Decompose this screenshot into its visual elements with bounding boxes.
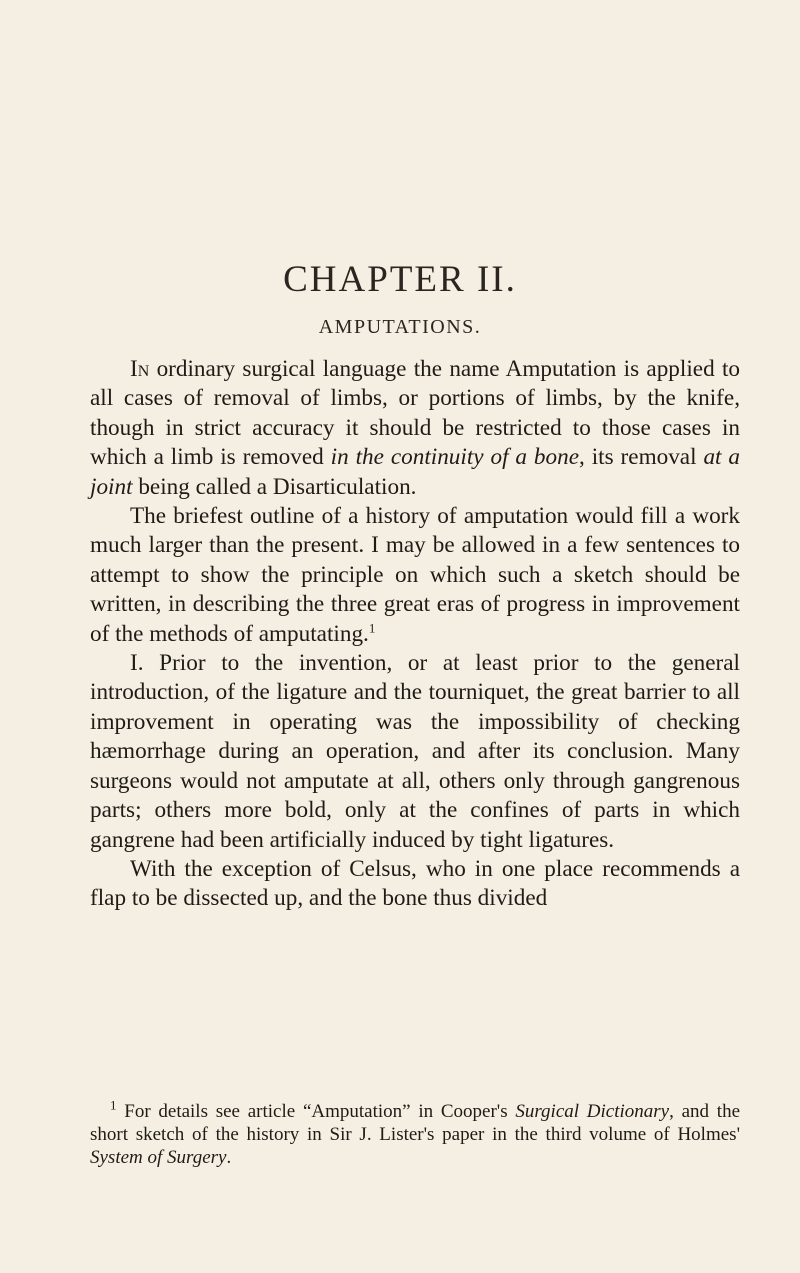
paragraph-1-text-c: being called a Disarticulation. <box>132 473 417 500</box>
footnote-italic-dictionary: Surgical Dictionary <box>515 1101 670 1122</box>
section-title: AMPUTATIONS. <box>318 316 482 338</box>
paragraph-4-text: With the exception of Celsus, who in one place recommends a flap to be dissected up, and the bone thus divided <box>90 855 740 912</box>
chapter-heading: CHAPTER II. <box>283 259 517 300</box>
paragraph-2 <box>90 502 740 649</box>
body-text <box>90 355 740 914</box>
paragraph-1 <box>90 355 740 502</box>
paragraph-3 <box>90 649 740 855</box>
footnote-text-b: , and the short sketch of the history in Sir J. Lister's paper in the third volume of Holmes' <box>90 1101 740 1145</box>
paragraph-1-text-b: , its removal <box>579 444 704 471</box>
paragraph-4 <box>90 855 740 914</box>
opening-word: In <box>130 356 150 382</box>
footnote-italic-system: System of Surgery <box>90 1147 227 1168</box>
footnote <box>90 1097 740 1169</box>
paragraph-1-text-a: ordinary surgical language the name Amputation is applied to all cases of removal of limbs, or portions of limbs, by the knife, though in strict accuracy it should be restricted to those cases in which a limb is removed <box>90 356 740 471</box>
paragraph-3-text: I. Prior to the invention, or at least prior to the general introduction, of the ligature and the tourniquet, the great barrier to all improvement in operating was the impossibility of checking hæmorrhage during an operation, and after its conclusion. Many surgeons would not amputate at all, others only through gangrenous parts; others more bold, only at the confines of parts in which gangrene had been artificially induced by tight ligatures. <box>90 650 740 853</box>
footnote-text-a: For details see article “Amputation” in Cooper's <box>116 1101 516 1122</box>
paragraph-1-italic-continuity: in the continuity of a bone <box>330 444 580 471</box>
footnote-paragraph <box>90 1097 740 1169</box>
paragraph-1-italic-joint: at a joint <box>90 444 740 500</box>
paragraph-2-text: The briefest outline of a history of amputation would fill a work much larger than the present. I may be allowed in a few sentences to attempt to show the principle on which such a sketch should be written, in describing the three great eras of progress in improvement of the methods of amputating. <box>90 503 740 647</box>
footnote-marker: 1 <box>110 1097 117 1113</box>
footnote-text-c: . <box>226 1147 232 1168</box>
footnote-reference: 1 <box>368 619 376 635</box>
